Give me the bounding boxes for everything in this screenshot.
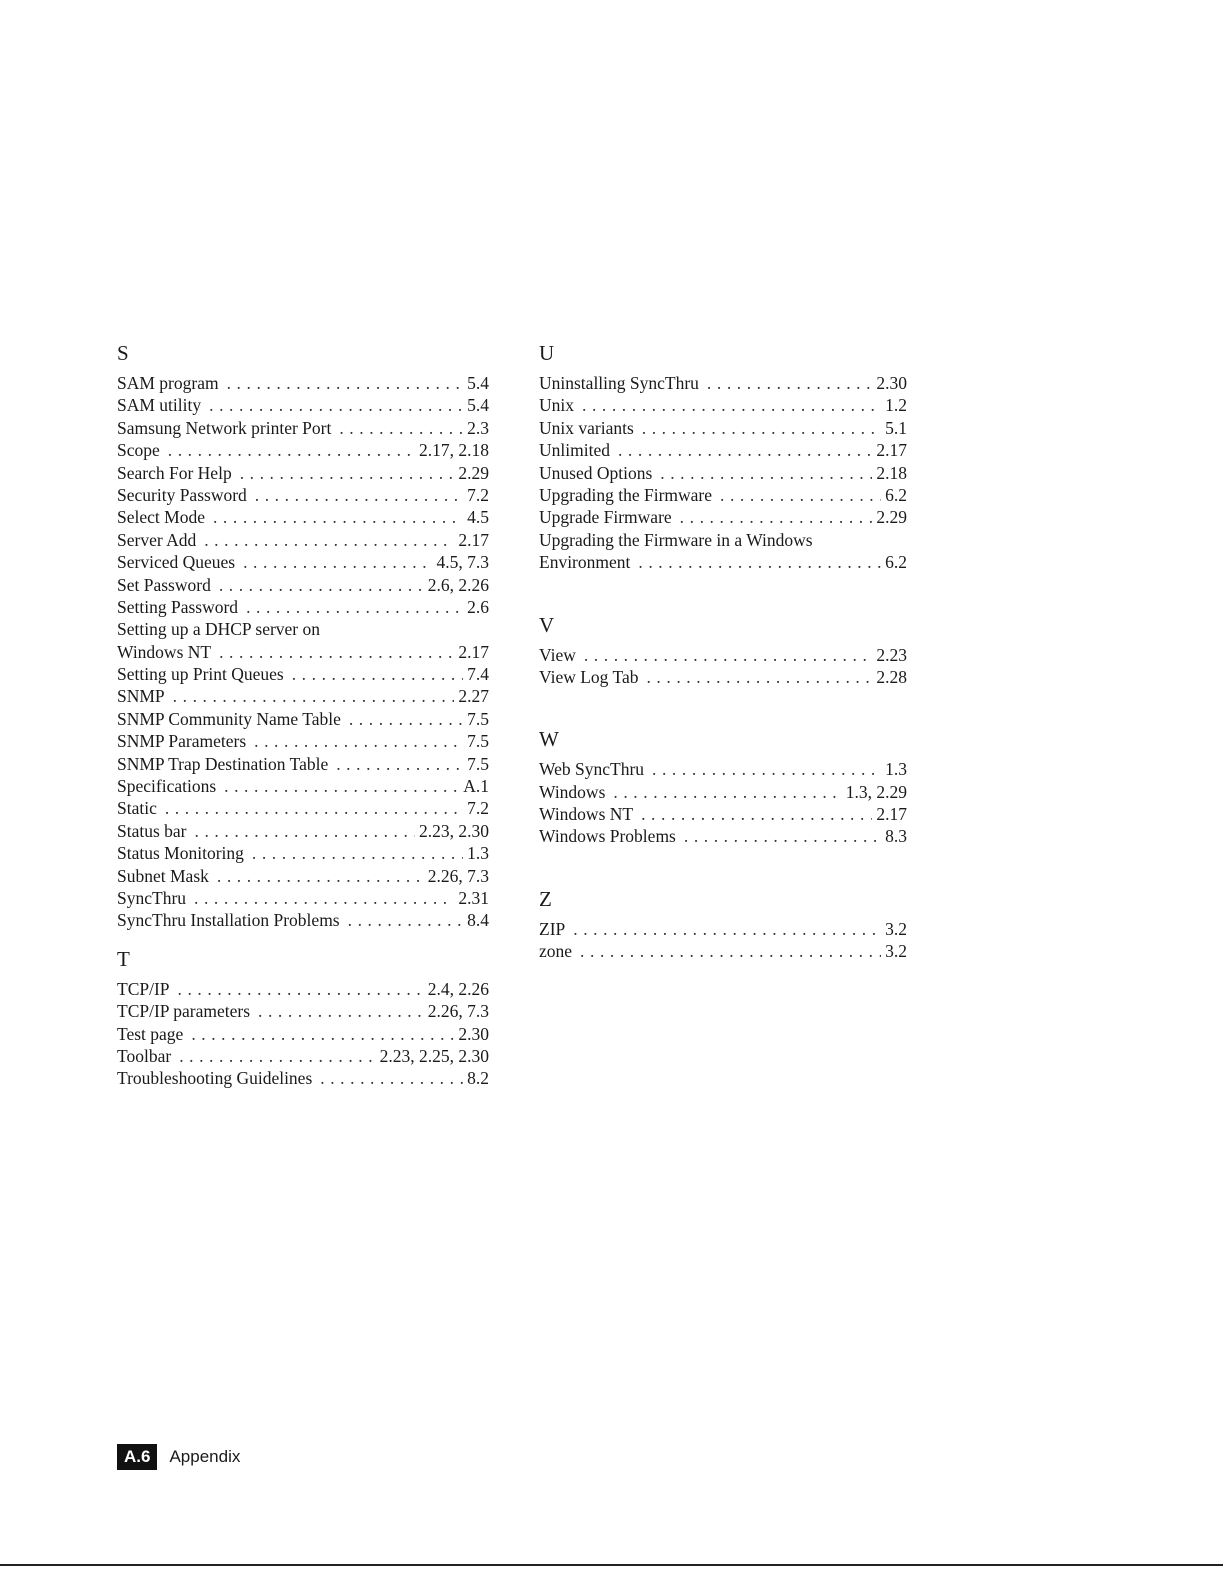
index-entry — [117, 909, 489, 931]
dot-leader — [224, 775, 459, 797]
index-entry — [539, 825, 907, 847]
dot-leader — [243, 551, 432, 573]
index-entry-term: View Log Tab — [539, 666, 639, 687]
index-entry-term: Test page — [117, 1023, 184, 1044]
dot-leader — [168, 439, 415, 461]
index-entry-term: Windows NT — [539, 804, 634, 825]
index-entry-pages: 7.5 — [467, 708, 489, 729]
index-section-u — [539, 338, 907, 574]
dot-leader — [254, 730, 463, 752]
section-letter: Z — [539, 886, 552, 911]
index-entry — [117, 484, 489, 506]
dot-leader — [195, 820, 415, 842]
dot-leader — [652, 758, 881, 780]
index-entry-pages: 2.23 — [876, 644, 907, 665]
index-entry — [117, 506, 489, 528]
index-entry — [539, 940, 907, 962]
index-entry — [539, 758, 907, 780]
index-entry-pages: 2.29 — [458, 462, 489, 483]
page-number-badge: A.6 — [117, 1444, 157, 1470]
index-entry-term: Set Password — [117, 574, 211, 595]
index-entry — [117, 842, 489, 864]
section-letter: V — [539, 612, 555, 637]
index-entry — [539, 372, 907, 394]
dot-leader — [252, 842, 463, 864]
dot-leader — [584, 644, 873, 666]
dot-leader — [684, 825, 881, 847]
dot-leader — [227, 372, 464, 394]
dot-leader — [213, 506, 463, 528]
index-entry-term: Unix variants — [539, 417, 634, 438]
index-entry — [117, 978, 489, 1000]
index-entry-pages: 4.5 — [467, 507, 489, 528]
index-entry — [117, 1023, 489, 1045]
index-section-z — [539, 884, 907, 963]
index-entry-term: Serviced Queues — [117, 552, 236, 573]
index-entry — [117, 372, 489, 394]
index-section-t — [117, 944, 489, 1090]
index-entry-pages: 7.5 — [467, 731, 489, 752]
index-entry-term: Upgrading the Firmware — [539, 484, 713, 505]
index-entry-pages: 7.4 — [467, 664, 489, 685]
index-entry-pages: 6.2 — [885, 552, 907, 573]
index-entry-pages: 1.2 — [885, 395, 907, 416]
index-entry-pages: 6.2 — [885, 484, 907, 505]
index-entry — [117, 1000, 489, 1022]
index-entry-term: Server Add — [117, 529, 197, 550]
index-entry — [117, 887, 489, 909]
dot-leader — [613, 781, 841, 803]
index-entry-term: Windows Problems — [539, 826, 676, 847]
index-entry-term: Specifications — [117, 776, 217, 797]
dot-leader — [209, 394, 463, 416]
index-entry-term: Static — [117, 798, 157, 819]
index-entry — [539, 551, 907, 573]
dot-leader — [339, 417, 463, 439]
index-entry-pages: 2.30 — [458, 1023, 489, 1044]
index-entry-pages: 2.6, 2.26 — [427, 574, 489, 595]
section-letter: S — [117, 341, 129, 365]
dot-leader — [720, 484, 881, 506]
page-footer — [117, 1444, 240, 1470]
index-entry-pages: 5.4 — [467, 395, 489, 416]
index-entry-term: SAM utility — [117, 395, 202, 416]
index-entry-pages: 2.28 — [876, 666, 907, 687]
index-entry-term: Status Monitoring — [117, 843, 244, 864]
index-entry-pages: 5.1 — [885, 417, 907, 438]
index-entry-pages: 1.3 — [467, 843, 489, 864]
index-entry-pages: 3.2 — [885, 941, 907, 962]
index-entry-pages: 2.18 — [876, 462, 907, 483]
dot-leader — [580, 940, 881, 962]
dot-leader — [660, 462, 872, 484]
index-entry-pages: 1.3, 2.29 — [845, 781, 907, 802]
index-entry — [539, 781, 907, 803]
index-entry-term: Security Password — [117, 484, 247, 505]
index-entry-term: Subnet Mask — [117, 865, 209, 886]
dot-leader — [194, 887, 454, 909]
index-entry-term: View — [539, 644, 576, 665]
dot-leader — [165, 797, 463, 819]
dot-leader — [707, 372, 872, 394]
index-entry-term: Select Mode — [117, 507, 205, 528]
index-entry-term: Uninstalling SyncThru — [539, 373, 699, 393]
index-entry-pages: 4.5, 7.3 — [436, 552, 489, 573]
dot-leader — [641, 803, 872, 825]
index-entry-term: Upgrade Firmware — [539, 507, 672, 528]
index-column-right — [539, 338, 907, 963]
index-entry-pages: 8.4 — [467, 910, 489, 931]
index-entry — [539, 666, 907, 688]
dot-leader — [173, 685, 455, 707]
dot-leader — [618, 439, 872, 461]
dot-leader — [680, 506, 873, 528]
dot-leader — [336, 753, 463, 775]
index-entry — [117, 529, 489, 551]
index-entry-pages: 7.2 — [467, 798, 489, 819]
dot-leader — [258, 1000, 424, 1022]
index-entry — [117, 865, 489, 887]
index-entry — [539, 918, 907, 940]
index-entry-pages: 8.3 — [885, 826, 907, 847]
index-entry — [117, 1067, 489, 1089]
index-entry — [117, 685, 489, 707]
dot-leader — [219, 641, 454, 663]
index-entry-term: SNMP Community Name Table — [117, 708, 341, 729]
index-entry-term: SyncThru Installation Problems — [117, 910, 340, 931]
index-entry-term: Setting up Print Queues — [117, 664, 284, 685]
index-entry — [539, 462, 907, 484]
index-entry-pages: 2.23, 2.25, 2.30 — [379, 1045, 489, 1066]
index-entry-pages: 2.17, 2.18 — [419, 440, 489, 461]
index-entry — [117, 663, 489, 685]
index-entry — [539, 803, 907, 825]
index-entry-term: Troubleshooting Guidelines — [117, 1068, 313, 1089]
index-entry-term: SNMP Trap Destination Table — [117, 753, 329, 774]
index-column-left — [117, 338, 489, 1090]
index-entry-pages: 2.23, 2.30 — [419, 820, 489, 841]
dot-leader — [219, 574, 424, 596]
dot-leader — [349, 708, 463, 730]
index-entry-pages: 3.2 — [885, 918, 907, 939]
index-entry-term: SAM program — [117, 373, 219, 393]
index-entry-term: Samsung Network printer Port — [117, 417, 332, 438]
dot-leader — [204, 529, 454, 551]
bottom-rule — [0, 1564, 1223, 1566]
index-entry-pages: 7.5 — [467, 753, 489, 774]
dot-leader — [246, 596, 463, 618]
index-entry-term: Unused Options — [539, 462, 653, 483]
section-letter: T — [117, 946, 130, 971]
index-entry-pages: 2.27 — [458, 686, 489, 707]
section-label: Appendix — [169, 1447, 241, 1466]
index-entry — [539, 439, 907, 461]
dot-leader — [240, 462, 455, 484]
index-entry — [117, 775, 489, 797]
index-entry — [117, 596, 489, 618]
index-entry — [117, 797, 489, 819]
index-entry-pages: 2.4, 2.26 — [427, 978, 489, 999]
index-section-s — [117, 338, 489, 932]
index-entry — [117, 417, 489, 439]
index-entry-pages: 7.2 — [467, 484, 489, 505]
index-entry-continuation: Windows NT — [117, 641, 212, 662]
index-section-w — [539, 724, 907, 848]
index-entry-pages: 2.17 — [876, 440, 907, 461]
dot-leader — [348, 909, 464, 931]
index-entry-pages: 2.17 — [458, 641, 489, 662]
index-entry-pages: 8.2 — [467, 1068, 489, 1089]
index-entry-pages: 2.26, 7.3 — [427, 1001, 489, 1022]
index-entry-term: Unix — [539, 395, 574, 416]
section-letter: U — [539, 341, 555, 365]
index-entry — [117, 574, 489, 596]
index-entry-term: zone — [539, 941, 573, 962]
section-letter: W — [539, 727, 559, 752]
index-entry-term: Setting up a DHCP server on — [117, 619, 321, 640]
dot-leader — [179, 1045, 375, 1067]
index-entry — [117, 1045, 489, 1067]
index-entry — [117, 439, 489, 461]
index-section-v — [539, 610, 907, 689]
index-entry — [117, 753, 489, 775]
index-entry-term: Unlimited — [539, 440, 610, 461]
dot-leader — [292, 663, 463, 685]
index-entry-continuation: Environment — [539, 552, 631, 573]
index-entry-term: SNMP Parameters — [117, 731, 247, 752]
index-entry-pages: 2.3 — [467, 417, 489, 438]
index-entry-term: Search For Help — [117, 462, 232, 483]
index-entry-term: ZIP — [539, 918, 566, 939]
dot-leader — [255, 484, 463, 506]
index-entry-pages: 2.17 — [458, 529, 489, 550]
index-entry — [117, 551, 489, 573]
index-entry-pages: 2.6 — [467, 596, 489, 617]
index-entry-pages: 2.17 — [876, 804, 907, 825]
index-entry-pages: 2.26, 7.3 — [427, 865, 489, 886]
index-entry-term: TCP/IP parameters — [117, 1001, 251, 1022]
dot-leader — [646, 666, 872, 688]
index-entry-term: Setting Password — [117, 596, 239, 617]
index-entry-pages: 1.3 — [885, 759, 907, 780]
index-entry — [539, 394, 907, 416]
index-entry — [117, 641, 489, 663]
index-entry-pages: 2.31 — [458, 887, 489, 908]
index-entry — [539, 644, 907, 666]
index-entry — [117, 820, 489, 842]
index-entry-term: Web SyncThru — [539, 759, 645, 780]
index-entry-pages: 5.4 — [467, 373, 489, 393]
dot-leader — [638, 551, 881, 573]
index-entry-term: SNMP — [117, 686, 165, 707]
index-entry — [117, 394, 489, 416]
index-entry — [117, 462, 489, 484]
index-entry-term: Toolbar — [117, 1045, 172, 1066]
index-entry — [117, 708, 489, 730]
index-entry-term: TCP/IP — [117, 978, 170, 999]
dot-leader — [573, 918, 881, 940]
index-entry-term: SyncThru — [117, 887, 187, 908]
index-entry-pages: A.1 — [463, 776, 489, 797]
index-entry-term: Scope — [117, 440, 160, 461]
index-entry — [539, 484, 907, 506]
index-entry-term: Windows — [539, 781, 606, 802]
index-entry-term: Status bar — [117, 820, 187, 841]
index-entry — [117, 730, 489, 752]
dot-leader — [178, 978, 424, 1000]
index-entry — [539, 417, 907, 439]
dot-leader — [191, 1023, 454, 1045]
index-entry-term: Upgrading the Firmware in a Windows — [539, 529, 813, 550]
index-entry-pages: 2.30 — [876, 373, 907, 393]
dot-leader — [642, 417, 881, 439]
dot-leader — [320, 1067, 463, 1089]
index-entry — [539, 506, 907, 528]
index-entry-pages: 2.29 — [876, 507, 907, 528]
dot-leader — [582, 394, 881, 416]
dot-leader — [217, 865, 424, 887]
